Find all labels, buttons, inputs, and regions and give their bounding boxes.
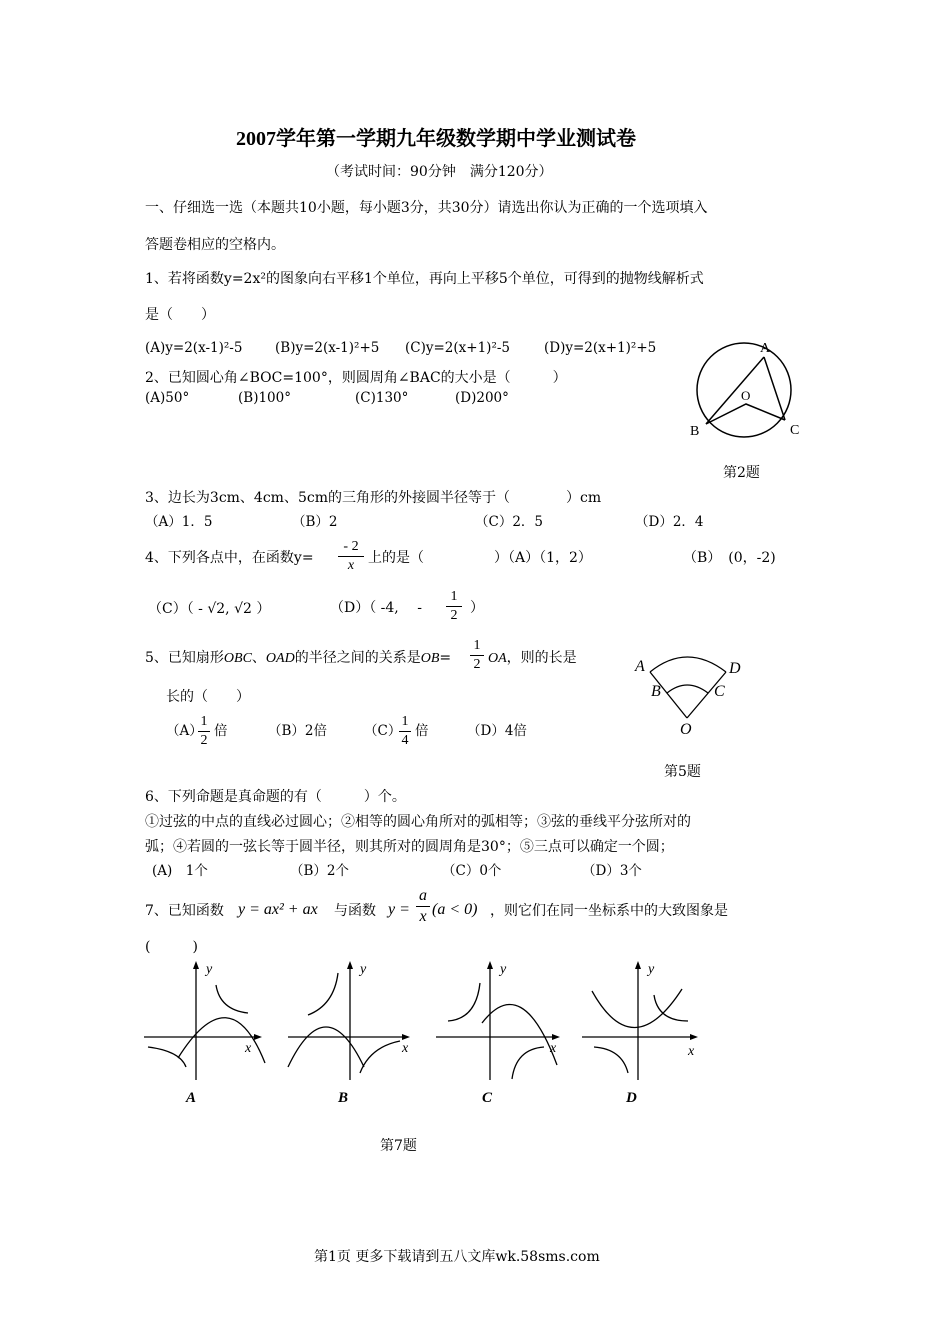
q5-obc: OBC xyxy=(223,651,252,666)
q2-option-b: (B)100° xyxy=(238,390,291,406)
q4-stem-end: 上的是（ ）（A）（1，2） xyxy=(368,550,592,566)
x-arrow xyxy=(690,1034,698,1040)
q6-option-d: （D）3个 xyxy=(582,863,642,879)
q5-eq: = xyxy=(439,650,452,666)
q4-option-b: （B） (0，-2) xyxy=(683,550,776,566)
section-instruction-cont: 答题卷相应的空格内。 xyxy=(145,237,285,253)
y-arrow xyxy=(347,961,353,969)
q2-circle-figure xyxy=(690,338,815,443)
graph-label: C xyxy=(482,1090,493,1106)
q7-caption: 第7题 xyxy=(380,1138,417,1154)
q7-func-inverse-lhs: y = xyxy=(388,901,410,918)
q5-option-d: （D）4倍 xyxy=(467,723,527,739)
graph-label: D xyxy=(626,1090,637,1106)
page-title: 2007学年第一学期九年级数学期中学业测试卷 xyxy=(236,128,636,150)
q5-stem-pre: 5、已知扇形 xyxy=(145,650,224,666)
q6-stem: 6、下列命题是真命题的有（ ）个。 xyxy=(145,789,406,805)
q3-option-c: （C）2．5 xyxy=(475,514,544,530)
q4-option-d-close: ） xyxy=(470,600,484,616)
q4-option-d-fraction xyxy=(446,590,462,623)
q1-stem-cont: 是（ ） xyxy=(145,307,215,323)
q5-option-a-num: 1 xyxy=(200,714,208,729)
q5-stem-end xyxy=(488,651,577,666)
q5-option-c-num: 1 xyxy=(401,714,409,729)
q5-inner-arc xyxy=(667,685,708,693)
q7-stem-end: ，则它们在同一坐标系中的大致图象是 xyxy=(490,903,728,919)
q3-option-d: （D）2．4 xyxy=(635,514,704,530)
q4-option-c: （C）（ - √2, √2 ） xyxy=(148,601,271,617)
y-label: y xyxy=(648,962,655,977)
x-arrow xyxy=(402,1034,410,1040)
y-arrow xyxy=(193,961,199,969)
q1-option-a: (A)y=2(x-1)²-5 xyxy=(145,340,243,356)
q5-label-b: B xyxy=(651,683,661,700)
q5-label-d: D xyxy=(729,660,741,677)
q5-option-a-den: 2 xyxy=(200,733,208,748)
q5-option-c-suffix: 倍 xyxy=(415,723,429,739)
q7-frac-den: x xyxy=(419,908,427,925)
q6-option-c: （C）0个 xyxy=(442,863,502,879)
q5-option-a-suffix: 倍 xyxy=(214,723,228,739)
q1-option-d: (D)y=2(x+1)²+5 xyxy=(544,340,657,356)
q5-stem xyxy=(145,651,451,666)
q5-option-a-fraction xyxy=(198,715,210,748)
q5-caption: 第5题 xyxy=(664,764,701,780)
q5-option-a: （A） xyxy=(166,723,203,739)
q5-oa: OA xyxy=(488,651,507,666)
parabola xyxy=(178,1018,265,1063)
q6-statements: ①过弦的中点的直线必过圆心；②相等的圆心角所对的弧相等；③弦的垂线平分弦所对的 xyxy=(145,814,691,830)
q5-option-c-den: 4 xyxy=(401,733,409,748)
q4-option-d: （D）（ -4, - xyxy=(330,600,422,616)
q7-stem-mid: 与函数 xyxy=(334,903,376,919)
page-footer: 第1页 更多下载请到五八文库wk.58sms.com xyxy=(314,1249,600,1265)
q2-label-b: B xyxy=(690,424,700,439)
hyperbola-branch-2 xyxy=(360,1041,400,1073)
q6-option-a: (A) 1个 xyxy=(152,863,208,879)
q7-graph-d xyxy=(578,955,713,1105)
hyperbola-branch-1 xyxy=(448,983,480,1021)
exam-info: （考试时间：90分钟 满分120分） xyxy=(326,164,553,180)
hyperbola-branch-1 xyxy=(148,1047,186,1067)
graph-label: A xyxy=(186,1090,197,1106)
q7-answer-blank: ( ) xyxy=(145,939,198,955)
q2-chord-ab xyxy=(706,357,764,424)
x-arrow xyxy=(552,1034,560,1040)
q5-oad: OAD xyxy=(265,651,295,666)
q3-option-b: （B）2 xyxy=(292,514,338,530)
q2-label-c: C xyxy=(790,423,800,438)
x-label: x xyxy=(402,1041,409,1056)
q5-option-c: （C） xyxy=(364,723,402,739)
graph-label: B xyxy=(338,1090,349,1106)
q4-option-d-num: 1 xyxy=(450,589,458,604)
q5-frac-num: 1 xyxy=(473,638,481,653)
y-label: y xyxy=(206,962,213,977)
y-label: y xyxy=(500,962,507,977)
q1-option-b: (B)y=2(x-1)²+5 xyxy=(275,340,380,356)
x-arrow xyxy=(254,1034,262,1040)
q1-option-c: (C)y=2(x+1)²-5 xyxy=(405,340,511,356)
q5-option-c-fraction xyxy=(399,715,411,748)
x-label: x xyxy=(245,1041,252,1056)
q7-graph-a xyxy=(140,955,275,1105)
hyperbola-branch-2 xyxy=(512,1047,544,1079)
q5-ob: OB xyxy=(420,651,440,666)
q4-frac-num: - 2 xyxy=(343,539,359,554)
parabola xyxy=(592,989,682,1028)
y-arrow xyxy=(487,961,493,969)
q2-stem: 2、已知圆心角∠BOC=100°，则圆周角∠BAC的大小是（ ） xyxy=(145,370,567,386)
hyperbola-branch-2 xyxy=(216,985,248,1013)
y-label: y xyxy=(360,962,367,977)
q2-option-a: (A)50° xyxy=(145,390,190,406)
q5-label-c: C xyxy=(714,683,725,700)
q7-stem-start: 7、已知函数 xyxy=(145,903,224,919)
q3-option-a: （A）1．5 xyxy=(145,514,213,530)
q7-graph-b xyxy=(284,955,419,1105)
hyperbola-branch-1 xyxy=(594,1047,628,1073)
q7-graph-c xyxy=(432,955,567,1105)
parabola xyxy=(288,1027,364,1067)
q6-statements-cont: 弧；④若圆的一弦长等于圆半径，则其所对的圆周角是30°；⑤三点可以确定一个圆； xyxy=(145,839,674,855)
x-label: x xyxy=(550,1041,557,1056)
q5-stem-mid: 的半径之间的关系是 xyxy=(294,650,421,666)
q5-sector-figure xyxy=(630,642,750,742)
q2-label-a: A xyxy=(760,341,771,356)
q7-func-quadratic: y = ax² + ax xyxy=(238,901,318,918)
q2-caption: 第2题 xyxy=(723,465,760,481)
q2-option-c: (C)130° xyxy=(355,390,409,406)
q5-label-o: O xyxy=(680,721,692,738)
q3-stem: 3、边长为3cm、4cm、5cm的三角形的外接圆半径等于（ ）cm xyxy=(145,490,602,506)
q7-frac-num: a xyxy=(419,887,427,904)
y-arrow xyxy=(635,961,641,969)
q5-sep: 、 xyxy=(251,650,266,666)
section-instruction: 一、仔细选一选（本题共10小题，每小题3分，共30分）请选出你认为正确的一个选项填入 xyxy=(145,200,708,216)
q5-fraction xyxy=(470,639,484,672)
q2-option-d: (D)200° xyxy=(455,390,509,406)
q1-stem: 1、若将函数y=2x²的图象向右平移1个单位，再向上平移5个单位，可得到的抛物线解析式 xyxy=(145,271,704,287)
q5-stem-cont: 长的（ ） xyxy=(166,689,250,705)
q4-fraction xyxy=(338,540,364,573)
q2-label-o: O xyxy=(741,388,751,403)
q2-radii xyxy=(706,404,785,424)
hyperbola-branch-1 xyxy=(308,973,338,1015)
q2-chord-ac xyxy=(764,357,785,420)
x-label: x xyxy=(688,1044,695,1059)
parabola xyxy=(482,1004,557,1065)
q4-frac-den: x xyxy=(347,558,355,573)
q5-label-a: A xyxy=(635,658,645,675)
q5-outer-arc xyxy=(650,657,726,672)
q6-option-b: （B）2个 xyxy=(290,863,350,879)
q5-frac-den: 2 xyxy=(473,657,481,672)
q7-fraction xyxy=(416,888,430,925)
q4-stem-start: 4、下列各点中，在函数y= xyxy=(145,550,314,566)
q5-option-b: （B）2倍 xyxy=(268,723,328,739)
q5-stem-post: ，则的长是 xyxy=(506,650,577,666)
q4-option-d-den: 2 xyxy=(450,608,458,623)
q7-func-condition: (a < 0) xyxy=(432,901,478,918)
